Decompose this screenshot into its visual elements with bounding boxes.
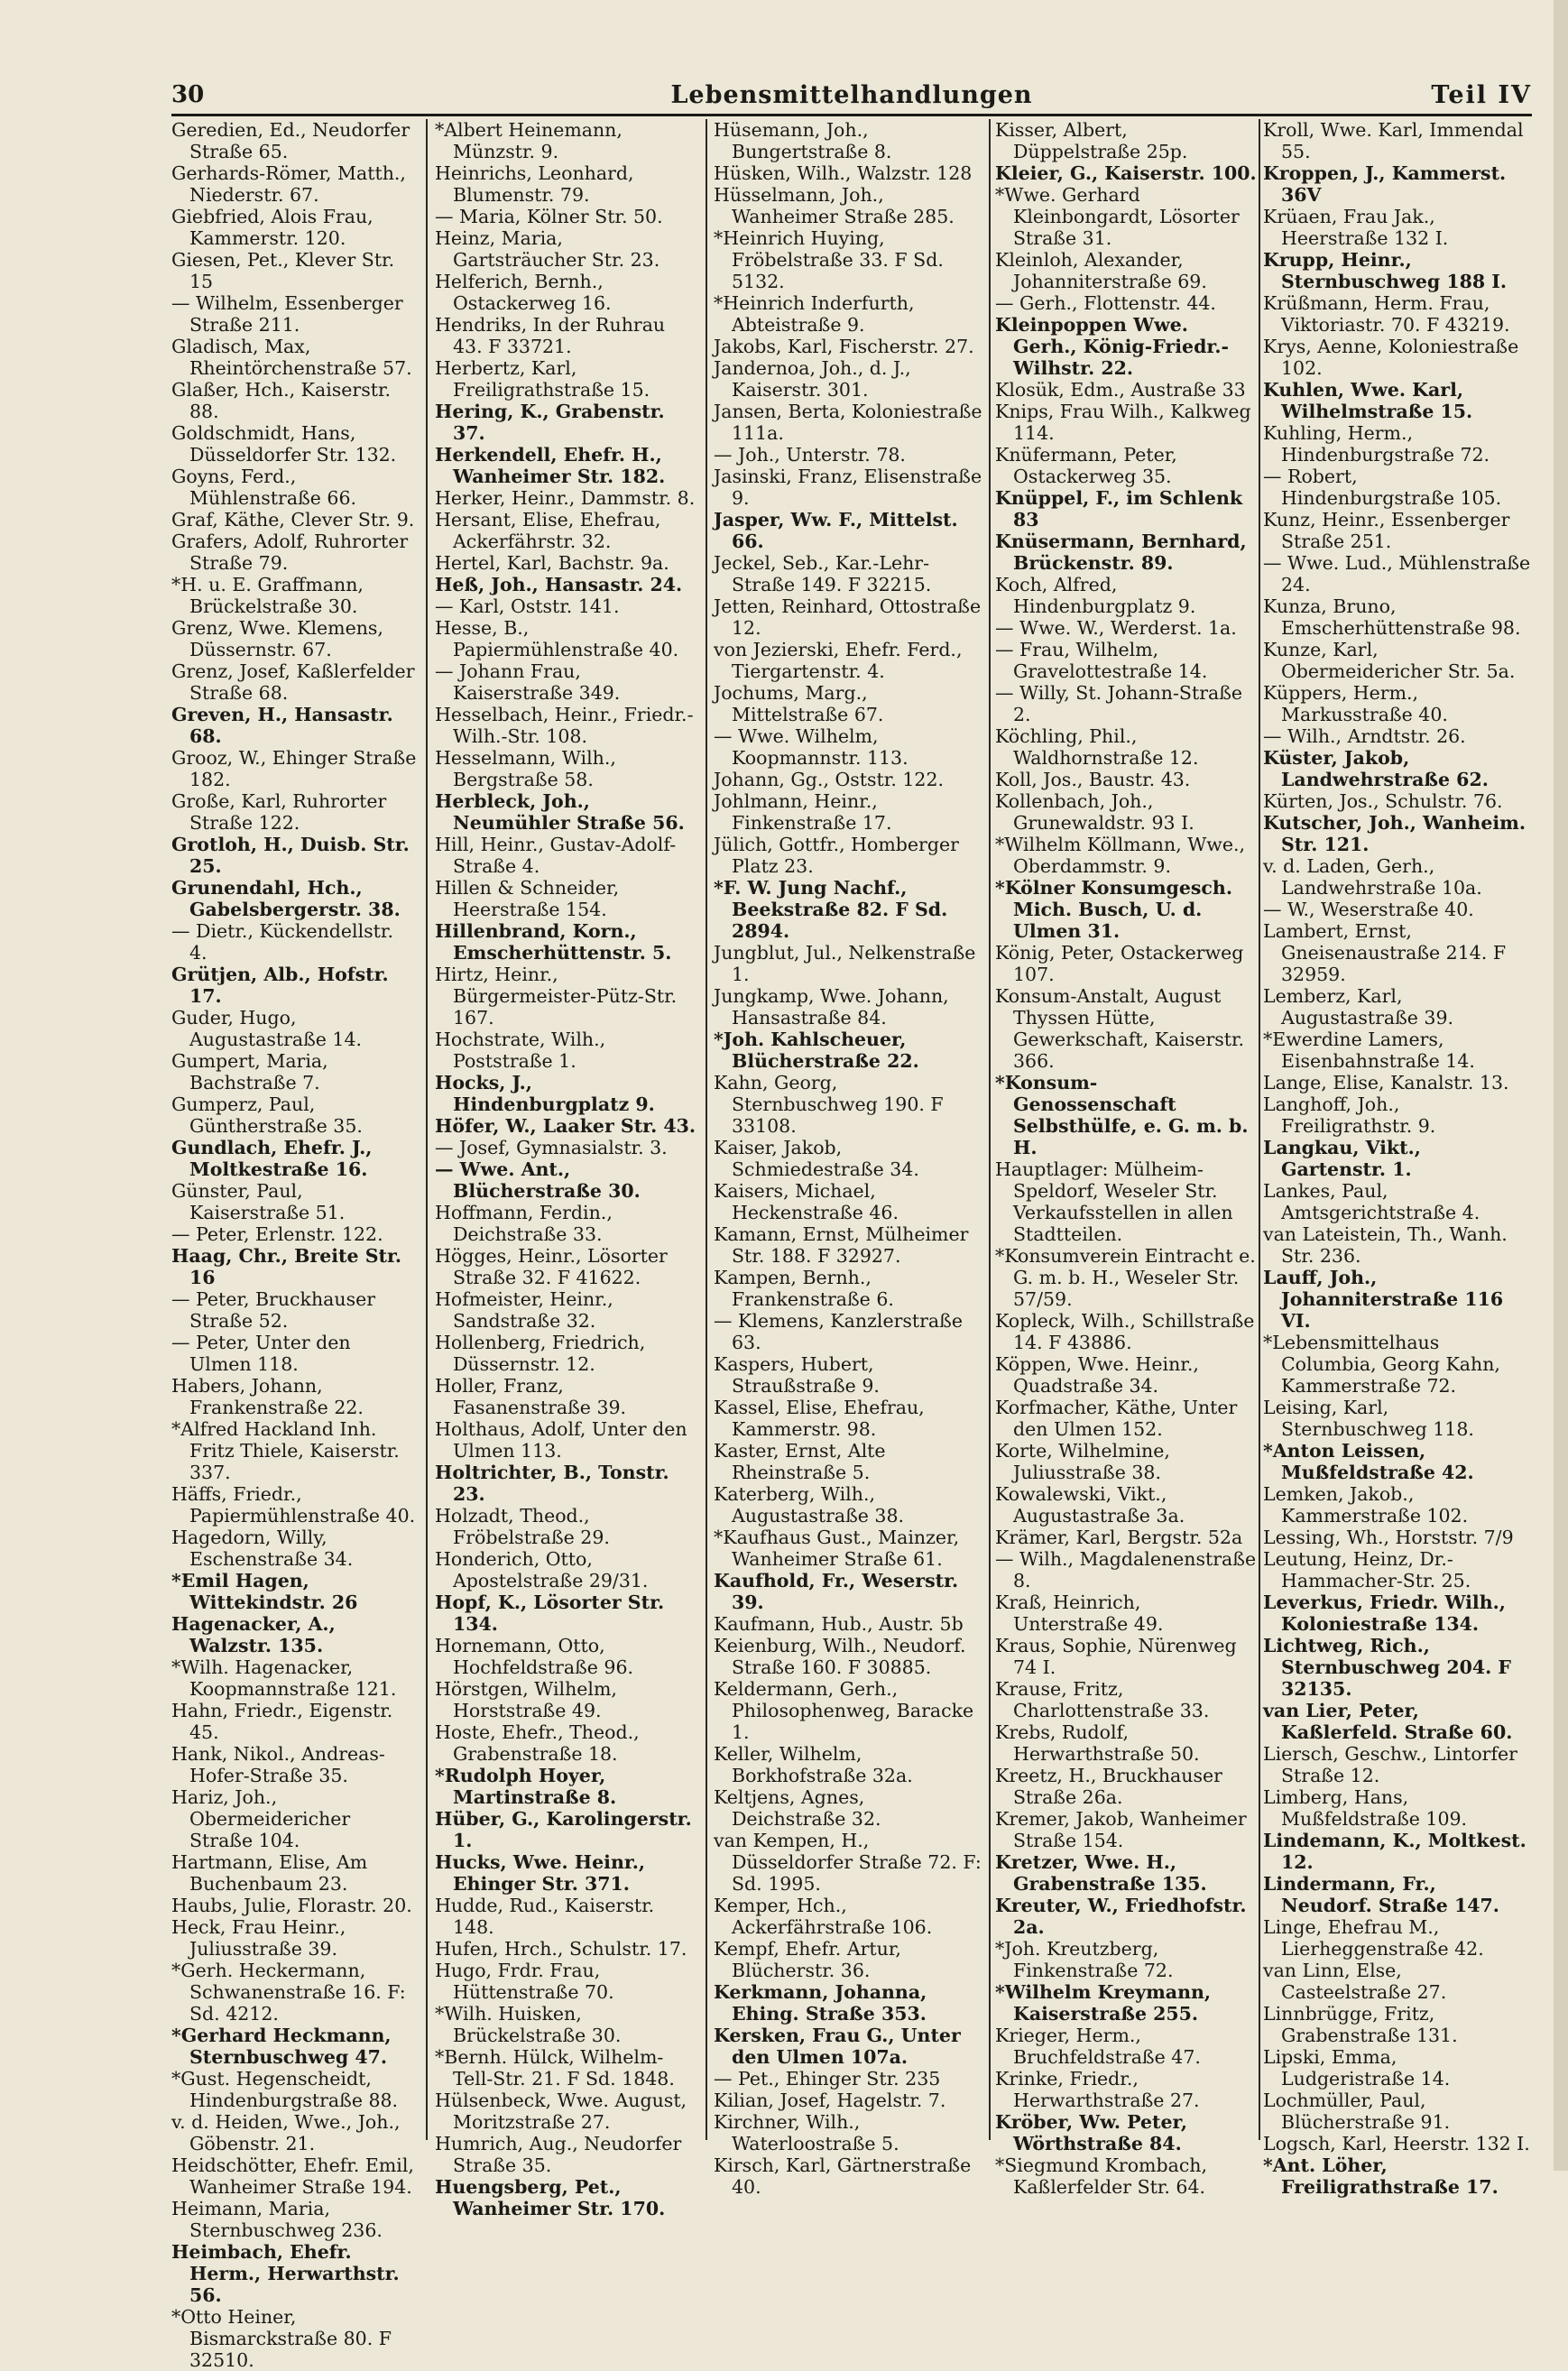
directory-entry: *Emil Hagen, Wittekindstr. 26 — [171, 1570, 358, 1613]
directory-entry: Keldermann, Gerh., Philosophenweg, Baracke 1. — [714, 1678, 974, 1743]
directory-entry: Hill, Heinr., Gustav-Adolf-Straße 4. — [435, 834, 677, 877]
directory-entry: *Wilh. Hagenacker, Koopmannstraße 121. — [171, 1656, 397, 1700]
directory-entry: Keller, Wilhelm, Borkhofstraße 32a. — [714, 1743, 913, 1786]
directory-entry: Hofmeister, Heinr., Sandstraße 32. — [435, 1288, 613, 1332]
directory-entry: Hagedorn, Willy, Eschenstraße 34. — [171, 1527, 354, 1570]
directory-entry: — Wilh., Magdalenenstraße 8. — [995, 1548, 1257, 1591]
directory-entry: Kreetz, H., Bruckhauser Straße 26a. — [995, 1765, 1222, 1808]
directory-entry: Häffs, Friedr., Papiermühlenstraße 40. — [171, 1483, 416, 1527]
directory-entry: Hollenberg, Friedrich, Düssernstr. 12. — [435, 1332, 646, 1375]
directory-entry: Gumpert, Maria, Bachstraße 7. — [171, 1050, 328, 1093]
directory-entry: Kleier, G., Kaiserstr. 100. — [995, 162, 1257, 184]
directory-entry: Jungblut, Jul., Nelkenstraße 1. — [714, 942, 976, 985]
directory-entry: Haag, Chr., Breite Str. 16 — [171, 1245, 402, 1288]
directory-entry: Kroppen, J., Kammerst. 36V — [1263, 162, 1507, 206]
running-title: Lebensmittelhandlungen — [670, 81, 1033, 109]
directory-entry: Kretzer, Wwe. H., Grabenstraße 135. — [995, 1851, 1207, 1895]
directory-entry: — Wwe. Wilhelm, Koopmannstr. 113. — [714, 725, 909, 769]
directory-entry: Johann, Gg., Oststr. 122. — [714, 769, 945, 790]
directory-entry: Gerhards-Römer, Matth., Niederstr. 67. — [171, 162, 406, 206]
directory-entry: Kröber, Ww. Peter, Wörthstraße 84. — [995, 2111, 1187, 2154]
directory-entry: Köppen, Wwe. Heinr., Quadstraße 34. — [995, 1353, 1199, 1397]
directory-entry: Kroll, Wwe. Karl, Immendal 55. — [1263, 119, 1524, 162]
directory-entry: Krieger, Herm., Bruchfeldstraße 47. — [995, 2025, 1201, 2068]
directory-entry: Koch, Alfred, Hindenburgplatz 9. — [995, 574, 1196, 617]
directory-entry: Heidschötter, Ehefr. Emil, Wanheimer Straße 194. — [171, 2154, 414, 2198]
directory-entry: *Otto Heiner, Bismarckstraße 80. F 32510. — [171, 2306, 392, 2371]
directory-entry: Jülich, Gottfr., Homberger Platz 23. — [714, 834, 959, 877]
directory-entry: Lemberz, Karl, Augustastraße 39. — [1263, 985, 1454, 1029]
directory-column-4 — [995, 119, 1257, 2198]
directory-entry: — Josef, Gymnasialstr. 3. — [435, 1137, 668, 1158]
directory-entry: Hesse, B., Papiermühlenstraße 40. — [435, 617, 679, 660]
directory-entry: Hufen, Hrch., Schulstr. 17. — [435, 1938, 687, 1960]
directory-entry: Kaster, Ernst, Alte Rheinstraße 5. — [714, 1440, 886, 1483]
directory-entry: Grotloh, H., Duisb. Str. 25. — [171, 834, 410, 877]
directory-entry: Kisser, Albert, Düppelstraße 25p. — [995, 119, 1188, 162]
directory-entry: Kollenbach, Joh., Grunewaldstr. 93 I. — [995, 790, 1194, 834]
directory-entry: Hugo, Frdr. Frau, Hüttenstraße 70. — [435, 1960, 614, 2003]
directory-entry: *Ant. Löher, Freiligrathstraße 17. — [1263, 2154, 1499, 2198]
directory-entry: *Ewerdine Lamers, Eisenbahnstraße 14. — [1263, 1029, 1475, 1072]
directory-entry: Herbertz, Karl, Freiligrathstraße 15. — [435, 357, 650, 401]
directory-entry: — Maria, Kölner Str. 50. — [435, 206, 663, 227]
directory-entry: Hudde, Rud., Kaiserstr. 148. — [435, 1895, 655, 1938]
directory-entry: Hendriks, In der Ruhrau 43. F 33721. — [435, 314, 666, 357]
directory-entry: Koll, Jos., Baustr. 43. — [995, 769, 1191, 790]
directory-entry: Katerberg, Wilh., Augustastraße 38. — [714, 1483, 905, 1527]
directory-entry: v. d. Laden, Gerh., Landwehrstraße 10a. — [1263, 855, 1482, 899]
directory-entry: Jetten, Reinhard, Ottostraße 12. — [714, 595, 982, 639]
directory-entry: Gladisch, Max, Rheintörchenstraße 57. — [171, 336, 412, 379]
directory-entry: Lichtweg, Rich., Sternbuschweg 204. F 32135. — [1263, 1635, 1511, 1700]
directory-entry: Grafers, Adolf, Ruhrorter Straße 79. — [171, 530, 409, 574]
directory-entry: Kerkmann, Johanna, Ehing. Straße 353. — [714, 1981, 927, 2025]
directory-entry: Geredien, Ed., Neudorfer Straße 65. — [171, 119, 410, 162]
directory-entry: Helferich, Bernh., Ostackerweg 16. — [435, 271, 612, 314]
directory-entry: Kunza, Bruno, Emscherhüttenstraße 98. — [1263, 595, 1521, 639]
directory-entry: Hucks, Wwe. Heinr., Ehinger Str. 371. — [435, 1851, 646, 1895]
directory-entry: Goldschmidt, Hans, Düsseldorfer Str. 132. — [171, 422, 397, 466]
directory-entry: Kassel, Elise, Ehefrau, Kammerstr. 98. — [714, 1397, 925, 1440]
directory-entry: Högges, Heinr., Lösorter Straße 32. F 41622. — [435, 1245, 668, 1288]
directory-entry: *Lebensmittelhaus Columbia, Georg Kahn, Kammerstraße 72. — [1263, 1332, 1500, 1397]
directory-entry: Liersch, Geschw., Lintorfer Straße 12. — [1263, 1743, 1517, 1786]
directory-entry: Lambert, Ernst, Gneisenaustraße 214. F 32959. — [1263, 920, 1507, 985]
directory-entry: Herbleck, Joh., Neumühler Straße 56. — [435, 790, 685, 834]
directory-entry: — Wilh., Arndtstr. 26. — [1263, 725, 1466, 747]
directory-entry: Knüfermann, Peter, Ostackerweg 35. — [995, 444, 1177, 487]
directory-entry: Hillen & Schneider, Heerstraße 154. — [435, 877, 620, 920]
directory-entry: Köchling, Phil., Waldhornstraße 12. — [995, 725, 1199, 769]
directory-entry: Hornemann, Otto, Hochfeldstraße 96. — [435, 1635, 634, 1678]
header-rule — [171, 114, 1532, 116]
directory-entry: Holler, Franz, Fasanenstraße 39. — [435, 1375, 627, 1418]
directory-entry: Guder, Hugo, Augustastraße 14. — [171, 1007, 363, 1050]
directory-entry: Hüsken, Wilh., Walzstr. 128 — [714, 162, 973, 184]
directory-entry: Knüsermann, Bernhard, Brückenstr. 89. — [995, 530, 1247, 574]
directory-entry: Graf, Käthe, Clever Str. 9. — [171, 509, 415, 530]
directory-entry: Jandernoa, Joh., d. J., Kaiserstr. 301. — [714, 357, 911, 401]
directory-entry: Kemper, Hch., Ackerfährstraße 106. — [714, 1895, 933, 1938]
directory-entry: Logsch, Karl, Heerstr. 132 I. — [1263, 2133, 1530, 2154]
directory-entry: Lochmüller, Paul, Blücherstraße 91. — [1263, 2090, 1451, 2133]
directory-entry: Kuhlen, Wwe. Karl, Wilhelmstraße 15. — [1263, 379, 1473, 422]
directory-entry: Leising, Karl, Sternbuschweg 118. — [1263, 1397, 1474, 1440]
directory-entry: Grenz, Wwe. Klemens, Düssernstr. 67. — [171, 617, 383, 660]
directory-entry: *H. u. E. Graffmann, Brückelstraße 30. — [171, 574, 364, 617]
directory-entry: Kirchner, Wilh., Waterloostraße 5. — [714, 2111, 899, 2154]
directory-entry: Klosük, Edm., Austraße 33 — [995, 379, 1246, 401]
directory-entry: Greven, H., Hansastr. 68. — [171, 704, 393, 747]
directory-entry: Höfer, W., Laaker Str. 43. — [435, 1115, 696, 1137]
directory-entry: Grenz, Josef, Kaßlerfelder Straße 68. — [171, 660, 415, 704]
directory-entry: *Kaufhaus Gust., Mainzer, Wanheimer Straße 61. — [714, 1527, 960, 1570]
directory-entry: Kaspers, Hubert, Straußstraße 9. — [714, 1353, 880, 1397]
directory-entry: Hörstgen, Wilhelm, Horststraße 49. — [435, 1678, 617, 1721]
directory-entry: Linge, Ehefrau M., Lierheggenstraße 42. — [1263, 1916, 1484, 1960]
directory-entry: Hüber, G., Karolingerstr. 1. — [435, 1808, 692, 1851]
directory-entry: Herker, Heinr., Dammstr. 8. — [435, 487, 696, 509]
directory-entry: Hering, K., Grabenstr. 37. — [435, 401, 665, 444]
directory-entry: *Kölner Konsumgesch. Mich. Busch, U. d. Ulmen 31. — [995, 877, 1232, 942]
directory-entry: Hocks, J., Hindenburgplatz 9. — [435, 1072, 655, 1115]
directory-entry: — Wilhelm, Essenberger Straße 211. — [171, 292, 403, 336]
directory-entry: — Wwe. Lud., Mühlenstraße 24. — [1263, 552, 1531, 595]
directory-entry: Kunze, Karl, Obermeidericher Str. 5a. — [1263, 639, 1516, 682]
directory-entry: Kaufmann, Hub., Austr. 5b — [714, 1613, 964, 1635]
directory-entry: Kutscher, Joh., Wanheim. Str. 121. — [1263, 812, 1526, 855]
directory-entry: Kürten, Jos., Schulstr. 76. — [1263, 790, 1503, 812]
directory-entry: Lessing, Wh., Horststr. 7/9 — [1263, 1527, 1514, 1548]
directory-entry: Hertel, Karl, Bachstr. 9a. — [435, 552, 669, 574]
directory-entry: — Pet., Ehinger Str. 235 — [714, 2068, 941, 2090]
directory-entry: Lange, Elise, Kanalstr. 13. — [1263, 1072, 1509, 1093]
directory-entry: Kunz, Heinr., Essenberger Straße 251. — [1263, 509, 1510, 552]
directory-entry: Grunendahl, Hch., Gabelsbergerstr. 38. — [171, 877, 401, 920]
directory-entry: *Joh. Kahlscheuer, Blücherstraße 22. — [714, 1029, 919, 1072]
directory-entry: Holzadt, Theod., Fröbelstraße 29. — [435, 1505, 610, 1548]
directory-entry: Krebs, Rudolf, Herwarthstraße 50. — [995, 1721, 1200, 1765]
directory-entry: König, Peter, Ostackerweg 107. — [995, 942, 1244, 985]
directory-entry: Krinke, Friedr., Herwarthstraße 27. — [995, 2068, 1200, 2111]
directory-entry: Hoste, Ehefr., Theod., Grabenstraße 18. — [435, 1721, 640, 1765]
directory-entry: van Lier, Peter, Kaßlerfeld. Straße 60. — [1263, 1700, 1513, 1743]
directory-entry: Jochums, Marg., Mittelstraße 67. — [714, 682, 884, 725]
directory-entry: Knüppel, F., im Schlenk 83 — [995, 487, 1243, 530]
directory-entry: Leverkus, Friedr. Wilh., Koloniestraße 134. — [1263, 1591, 1506, 1635]
directory-entry: — Frau, Wilhelm, Gravelottestraße 14. — [995, 639, 1208, 682]
directory-entry: Kleinloh, Alexander, Johanniterstraße 69. — [995, 249, 1207, 292]
directory-entry: Gundlach, Ehefr. J., Moltkestraße 16. — [171, 1137, 373, 1180]
directory-entry: Heck, Frau Heinr., Juliusstraße 39. — [171, 1916, 346, 1960]
column-separator — [1259, 119, 1260, 2140]
directory-entry: *Wilh. Huisken, Brückelstraße 30. — [435, 2003, 622, 2046]
directory-entry: Heinz, Maria, Gartsträucher Str. 23. — [435, 227, 660, 271]
directory-entry: Giesen, Pet., Klever Str. 15 — [171, 249, 395, 292]
directory-entry: *Wwe. Gerhard Kleinbongardt, Lösorter Straße 31. — [995, 184, 1240, 249]
directory-entry: Keienburg, Wilh., Neudorf. Straße 160. F 30885. — [714, 1635, 966, 1678]
directory-entry: Krupp, Heinr., Sternbuschweg 188 I. — [1263, 249, 1508, 292]
directory-entry: — Robert, Hindenburgstraße 105. — [1263, 466, 1502, 509]
column-separator — [426, 119, 428, 2140]
directory-entry: Giebfried, Alois Frau, Kammerstr. 120. — [171, 206, 374, 249]
directory-entry: Kleinpoppen Wwe. Gerh., König-Friedr.-Wilhstr. 22. — [995, 314, 1229, 379]
directory-entry: Hopf, K., Lösorter Str. 134. — [435, 1591, 665, 1635]
page-number: 30 — [171, 81, 205, 108]
directory-entry: — W., Weserstraße 40. — [1263, 899, 1474, 920]
directory-entry: Kraß, Heinrich, Unterstraße 49. — [995, 1591, 1164, 1635]
directory-entry: Keltjens, Agnes, Deichstraße 32. — [714, 1786, 881, 1830]
directory-entry: Hesselbach, Heinr., Friedr.-Wilh.-Str. 108. — [435, 704, 694, 747]
directory-entry: Humrich, Aug., Neudorfer Straße 35. — [435, 2133, 682, 2176]
directory-entry: *Bernh. Hülck, Wilhelm-Tell-Str. 21. F Sd. 1848. — [435, 2046, 675, 2090]
directory-entry: Küppers, Herm., Markusstraße 40. — [1263, 682, 1448, 725]
directory-entry: — Wwe. Ant., Blücherstraße 30. — [435, 1158, 641, 1202]
page-edge — [1554, 0, 1568, 2171]
page-header — [171, 79, 1532, 123]
directory-entry: Jungkamp, Wwe. Johann, Hansastraße 84. — [714, 985, 949, 1029]
directory-entry: Kilian, Josef, Hagelstr. 7. — [714, 2090, 946, 2111]
directory-column-5 — [1263, 119, 1532, 2198]
directory-entry: Kraus, Sophie, Nürenweg 74 I. — [995, 1635, 1237, 1678]
directory-entry: Holthaus, Adolf, Unter den Ulmen 113. — [435, 1418, 687, 1462]
directory-entry: Hauptlager: Mülheim-Speldorf, Weseler Str. Verkaufsstellen in allen Stadtteilen. — [995, 1158, 1233, 1245]
directory-entry: *Siegmund Krombach, Kaßlerfelder Str. 64. — [995, 2154, 1208, 2198]
directory-entry: Kersken, Frau G., Unter den Ulmen 107a. — [714, 2025, 961, 2068]
directory-entry: Lipski, Emma, Ludgeristraße 14. — [1263, 2046, 1451, 2090]
directory-entry: Lankes, Paul, Amtsgerichtstraße 4. — [1263, 1180, 1480, 1223]
directory-entry: Jeckel, Seb., Kar.-Lehr-Straße 149. F 32215. — [714, 552, 932, 595]
directory-entry: Haubs, Julie, Florastr. 20. — [171, 1895, 412, 1916]
directory-entry: *Wilhelm Köllmann, Wwe., Oberdammstr. 9. — [995, 834, 1246, 877]
directory-entry: *Joh. Kreutzberg, Finkenstraße 72. — [995, 1938, 1174, 1981]
directory-entry: Jasper, Ww. F., Mittelst. 66. — [714, 509, 958, 552]
directory-entry: Kamann, Ernst, Mülheimer Str. 188. F 32927. — [714, 1223, 969, 1267]
directory-entry: Habers, Johann, Frankenstraße 22. — [171, 1375, 364, 1418]
directory-entry: — Peter, Erlenstr. 122. — [171, 1223, 383, 1245]
directory-entry: Honderich, Otto, Apostelstraße 29/31. — [435, 1548, 649, 1591]
directory-entry: Langhoff, Joh., Freiligrathstr. 9. — [1263, 1093, 1436, 1137]
directory-entry: — Joh., Unterstr. 78. — [714, 444, 906, 466]
directory-entry: Linnbrügge, Fritz, Grabenstraße 131. — [1263, 2003, 1458, 2046]
directory-entry: Jansen, Berta, Koloniestraße 111a. — [714, 401, 982, 444]
directory-entry: Hersant, Elise, Ehefrau, Ackerfährstr. 32. — [435, 509, 661, 552]
directory-entry: Küster, Jakob, Landwehrstraße 62. — [1263, 747, 1489, 790]
directory-entry: Hoffmann, Ferdin., Deichstraße 33. — [435, 1202, 613, 1245]
directory-entry: Hirtz, Heinr., Bürgermeister-Pütz-Str. 167. — [435, 964, 678, 1029]
directory-entry: — Peter, Unter den Ulmen 118. — [171, 1332, 351, 1375]
directory-column-2 — [435, 119, 698, 2219]
column-separator — [706, 119, 707, 2140]
directory-entry: *Heinrich Inderfurth, Abteistraße 9. — [714, 292, 915, 336]
directory-entry: — Karl, Oststr. 141. — [435, 595, 620, 617]
directory-entry: von Jezierski, Ehefr. Ferd., Tiergartenstr. 4. — [714, 639, 963, 682]
directory-entry: Grooz, W., Ehinger Straße 182. — [171, 747, 417, 790]
directory-entry: v. d. Heiden, Wwe., Joh., Göbenstr. 21. — [171, 2111, 401, 2154]
directory-entry: Große, Karl, Ruhrorter Straße 122. — [171, 790, 387, 834]
directory-entry: Kaiser, Jakob, Schmiedestraße 34. — [714, 1137, 919, 1180]
directory-entry: Kempf, Ehefr. Artur, Blücherstr. 36. — [714, 1938, 901, 1981]
directory-entry: Grütjen, Alb., Hofstr. 17. — [171, 964, 389, 1007]
directory-entry: — Dietr., Kückendellstr. 4. — [171, 920, 393, 964]
directory-entry: Krüßmann, Herm. Frau, Viktoriastr. 70. F 43219. — [1263, 292, 1510, 336]
directory-entry: Limberg, Hans, Mußfeldstraße 109. — [1263, 1786, 1468, 1830]
directory-entry: Holtrichter, B., Tonstr. 23. — [435, 1462, 669, 1505]
directory-entry: *Konsum-Genossenschaft Selbsthülfe, e. G. m. b. H. — [995, 1072, 1249, 1158]
directory-entry: Kirsch, Karl, Gärtnerstraße 40. — [714, 2154, 972, 2198]
directory-entry: — Johann Frau, Kaiserstraße 349. — [435, 660, 621, 704]
directory-entry: Hüsselmann, Joh., Wanheimer Straße 285. — [714, 184, 955, 227]
directory-entry: *Wilhelm Kreymann, Kaiserstraße 255. — [995, 1981, 1212, 2025]
directory-entry: Kahn, Georg, Sternbuschweg 190. F 33108. — [714, 1072, 944, 1137]
directory-entry: *Anton Leissen, Mußfeldstraße 42. — [1263, 1440, 1474, 1483]
directory-entry: *Konsumverein Eintracht e. G. m. b. H., Weseler Str. 57/59. — [995, 1245, 1256, 1310]
directory-entry: Goyns, Ferd., Mühlenstraße 66. — [171, 466, 357, 509]
directory-entry: Heimann, Maria, Sternbuschweg 236. — [171, 2198, 383, 2241]
directory-entry: *Gerhard Heckmann, Sternbuschweg 47. — [171, 2025, 392, 2068]
directory-entry: van Kempen, H., Düsseldorfer Straße 72. F: Sd. 1995. — [714, 1830, 982, 1895]
directory-entry: Krämer, Karl, Bergstr. 52a — [995, 1527, 1243, 1548]
directory-entry: Lindermann, Fr., Neudorf. Straße 147. — [1263, 1873, 1499, 1916]
directory-entry: van Lateistein, Th., Wanh. Str. 236. — [1263, 1223, 1508, 1267]
directory-entry: — Willy, St. Johann-Straße 2. — [995, 682, 1243, 725]
directory-entry: *Heinrich Huying, Fröbelstraße 33. F Sd. 5132. — [714, 227, 944, 292]
directory-entry: Krause, Fritz, Charlottenstraße 33. — [995, 1678, 1210, 1721]
directory-entry: Langkau, Vikt., Gartenstr. 1. — [1263, 1137, 1421, 1180]
directory-entry: Leutung, Heinz, Dr.-Hammacher-Str. 25. — [1263, 1548, 1471, 1591]
directory-entry: Kaufhold, Fr., Weserstr. 39. — [714, 1570, 959, 1613]
directory-entry: Heimbach, Ehefr. Herm., Herwarthstr. 56. — [171, 2241, 400, 2306]
directory-entry: Hillenbrand, Korn., Emscherhüttenstr. 5. — [435, 920, 672, 964]
column-separator — [989, 119, 991, 2140]
directory-entry: Hesselmann, Wilh., Bergstraße 58. — [435, 747, 616, 790]
directory-entry: *Albert Heinemann, Münzstr. 9. — [435, 119, 623, 162]
directory-entry: Hochstrate, Wilh., Poststraße 1. — [435, 1029, 606, 1072]
directory-entry: — Peter, Bruckhauser Straße 52. — [171, 1288, 376, 1332]
directory-entry: Kopleck, Wilh., Schillstraße 14. F 43886. — [995, 1310, 1255, 1353]
directory-entry: Hariz, Joh., Obermeidericher Straße 104. — [171, 1786, 351, 1851]
directory-entry: Günster, Paul, Kaiserstraße 51. — [171, 1180, 346, 1223]
directory-entry: *Rudolph Hoyer, Martinstraße 8. — [435, 1765, 617, 1808]
directory-entry: *F. W. Jung Nachf., Beekstraße 82. F Sd. 2894. — [714, 877, 948, 942]
directory-entry: Lauff, Joh., Johanniterstraße 116 VI. — [1263, 1267, 1504, 1332]
directory-entry: Hüsemann, Joh., Bungertstraße 8. — [714, 119, 892, 162]
part-label: Teil IV — [1431, 81, 1532, 109]
directory-entry: Heinrichs, Leonhard, Blumenstr. 79. — [435, 162, 634, 206]
directory-entry: Hahn, Friedr., Eigenstr. 45. — [171, 1700, 393, 1743]
directory-entry: Johlmann, Heinr., Finkenstraße 17. — [714, 790, 892, 834]
directory-entry: — Wwe. W., Werderst. 1a. — [995, 617, 1237, 639]
directory-entry: Kreuter, W., Friedhofstr. 2a. — [995, 1895, 1247, 1938]
directory-entry: *Gerh. Heckermann, Schwanenstraße 16. F: Sd. 4212. — [171, 1960, 406, 2025]
directory-entry: — Gerh., Flottenstr. 44. — [995, 292, 1216, 314]
directory-entry: Hartmann, Elise, Am Buchenbaum 23. — [171, 1851, 368, 1895]
directory-entry: Jasinski, Franz, Elisenstraße 9. — [714, 466, 982, 509]
directory-entry: Hank, Nikol., Andreas-Hofer-Straße 35. — [171, 1743, 385, 1786]
directory-entry: Kampen, Bernh., Frankenstraße 6. — [714, 1267, 894, 1310]
directory-entry: Huengsberg, Pet., Wanheimer Str. 170. — [435, 2176, 666, 2219]
directory-entry: Kremer, Jakob, Wanheimer Straße 154. — [995, 1808, 1247, 1851]
directory-entry: Jakobs, Karl, Fischerstr. 27. — [714, 336, 974, 357]
directory-entry: Glaßer, Hch., Kaiserstr. 88. — [171, 379, 392, 422]
directory-column-1 — [171, 119, 417, 2371]
directory-entry: Krys, Aenne, Koloniestraße 102. — [1263, 336, 1519, 379]
directory-entry: Kowalewski, Vikt., Augustastraße 3a. — [995, 1483, 1185, 1527]
directory-entry: Lindemann, K., Moltkest. 12. — [1263, 1830, 1526, 1873]
directory-entry: Lemken, Jakob., Kammerstraße 102. — [1263, 1483, 1469, 1527]
directory-entry: Hagenacker, A., Walzstr. 135. — [171, 1613, 336, 1656]
directory-entry: — Klemens, Kanzlerstraße 63. — [714, 1310, 963, 1353]
directory-entry: van Linn, Else, Casteelstraße 27. — [1263, 1960, 1447, 2003]
directory-entry: Kaisers, Michael, Heckenstraße 46. — [714, 1180, 899, 1223]
directory-entry: Hülsenbeck, Wwe. August, Moritzstraße 27. — [435, 2090, 687, 2133]
directory-entry: Korte, Wilhelmine, Juliusstraße 38. — [995, 1440, 1170, 1483]
directory-entry: *Alfred Hackland Inh. Fritz Thiele, Kaiserstr. 337. — [171, 1418, 400, 1483]
directory-entry: Herkendell, Ehefr. H., Wanheimer Str. 182. — [435, 444, 666, 487]
directory-entry: Korfmacher, Käthe, Unter den Ulmen 152. — [995, 1397, 1238, 1440]
directory-entry: Heß, Joh., Hansastr. 24. — [435, 574, 683, 595]
directory-entry: *Gust. Hegenscheidt, Hindenburgstraße 88. — [171, 2068, 399, 2111]
directory-entry: Konsum-Anstalt, August Thyssen Hütte, Gewerkschaft, Kaiserstr. 366. — [995, 985, 1245, 1072]
directory-entry: Knips, Frau Wilh., Kalkweg 114. — [995, 401, 1251, 444]
directory-column-3 — [714, 119, 984, 2198]
directory-entry: Gumperz, Paul, Güntherstraße 35. — [171, 1093, 363, 1137]
directory-entry: Krüaen, Frau Jak., Heerstraße 132 I. — [1263, 206, 1449, 249]
directory-entry: Kuhling, Herm., Hindenburgstraße 72. — [1263, 422, 1490, 466]
